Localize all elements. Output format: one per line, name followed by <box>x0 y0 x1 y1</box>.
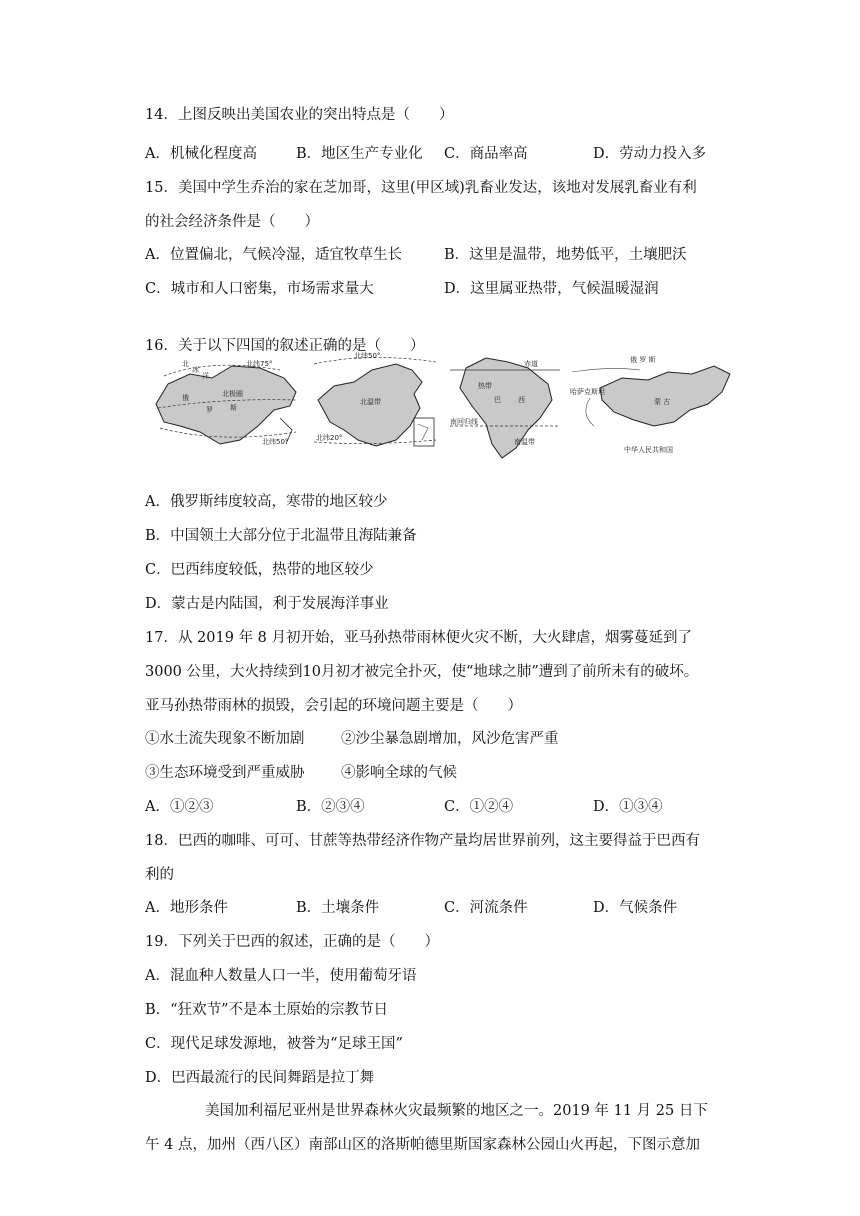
mongolia-label-china: 中华人民共和国 <box>624 446 673 454</box>
q15-stem-line2: 的社会经济条件是（ ） <box>145 214 319 230</box>
mongolia-label-kazakhstan: 哈萨克斯坦 <box>570 388 605 396</box>
russia-label-luo: 罗 <box>206 406 213 414</box>
q17-line2: 3000 公里，大火持续到10月初才被完全扑灭，使“地球之肺”遭到了前所未有的破坏。 <box>145 664 699 680</box>
russia-label-north: 北 <box>182 360 189 368</box>
brazil-label-equator: 赤道 <box>524 360 538 368</box>
brazil-label-xi: 西 <box>518 396 525 404</box>
q18-line1: 18．巴西的咖啡、可可、甘蔗等热带经济作物产量均居世界前列，这主要得益于巴西有 <box>145 833 700 849</box>
passage-line2: 午 4 点，加州（西八区）南部山区的洛斯帕德里斯国家森林公园山火再起，下图示意加 <box>145 1137 700 1153</box>
q16-option-a: A．俄罗斯纬度较高，寒带的地区较少 <box>145 494 388 510</box>
q14-option-b: B．地区生产专业化 <box>296 146 423 162</box>
q15-option-d: D．这里属亚热带，气候温暖湿润 <box>444 281 659 297</box>
q18-line2: 利的 <box>145 867 174 883</box>
q16-option-d: D．蒙古是内陆国，利于发展海洋事业 <box>145 596 389 612</box>
q15-option-c: C．城市和人口密集，市场需求量大 <box>145 281 374 297</box>
brazil-label-south-temperate: 南温带 <box>514 438 535 446</box>
q16-stem: 16．关于以下四国的叙述正确的是（ ） <box>145 338 425 354</box>
q17-line1: 17．从 2019 年 8 月初开始，亚马孙热带雨林便火灾不断，大火肆虐，烟雾蔓延到了 <box>145 630 693 646</box>
russia-label-si: 斯 <box>230 404 237 412</box>
q16-option-b: B．中国领土大部分位于北温带且海陆兼备 <box>145 528 417 544</box>
q14-option-d: D．劳动力投入多 <box>593 146 707 162</box>
q17-option-b: B．②③④ <box>296 799 365 815</box>
russia-label-arctic-circle: 北极圈 <box>222 390 243 398</box>
mongolia-label-mongolia: 蒙 古 <box>654 398 671 406</box>
q16-option-c: C．巴西纬度较低，热带的地区较少 <box>145 562 374 578</box>
brazil-label-tropical: 热带 <box>478 382 492 390</box>
q14-stem: 14．上图反映出美国农业的突出特点是（ ） <box>145 107 454 123</box>
q17-option-a: A．①②③ <box>145 799 214 815</box>
q15-option-b: B．这里是温带，地势低平，土壤肥沃 <box>444 247 687 263</box>
q19-option-d: D．巴西最流行的民间舞蹈是拉丁舞 <box>145 1070 375 1086</box>
q18-option-a: A．地形条件 <box>145 900 228 916</box>
q17-item-1: ①水土流失现象不断加剧 <box>145 731 305 747</box>
q18-option-b: B．土壤条件 <box>296 900 380 916</box>
brazil-label-tropic-capricorn: 南回归线 <box>450 418 478 426</box>
brazil-map <box>448 348 563 466</box>
q18-option-d: D．气候条件 <box>593 900 678 916</box>
russia-label-ocean: 洋 <box>202 372 209 380</box>
q19-stem: 19．下列关于巴西的叙述，正确的是（ ） <box>145 934 439 950</box>
china-label-lat50: 北纬50° <box>354 352 381 360</box>
q18-option-c: C．河流条件 <box>444 900 528 916</box>
q15-stem-line1: 15．美国中学生乔治的家在芝加哥，这里(甲区域)乳畜业发达，该地对发展乳畜业有利 <box>145 180 697 196</box>
russia-map <box>150 348 300 466</box>
mongolia-label-russia: 俄 罗 斯 <box>630 356 656 364</box>
q19-option-b: B．“狂欢节”不是本土原始的宗教节日 <box>145 1002 388 1018</box>
q17-item-2: ②沙尘暴急剧增加，风沙危害严重 <box>341 731 559 747</box>
q15-option-a: A．位置偏北，气候冷湿，适宜牧草生长 <box>145 247 402 263</box>
russia-label-e: 俄 <box>182 394 189 402</box>
mongolia-map <box>570 348 740 466</box>
q14-option-c: C．商品率高 <box>444 146 528 162</box>
brazil-label-ba: 巴 <box>494 396 501 404</box>
china-map <box>310 348 440 466</box>
russia-label-lat75: 北纬75° <box>246 360 273 368</box>
passage-line1: 美国加利福尼亚州是世界森林火灾最频繁的地区之一。2019 年 11 月 25 日下 <box>205 1103 708 1119</box>
russia-label-ice: 冰 <box>192 366 199 374</box>
q17-line3: 亚马孙热带雨林的损毁，会引起的环境问题主要是（ ） <box>145 698 522 714</box>
q17-option-c: C．①②④ <box>444 799 514 815</box>
q17-option-d: D．①③④ <box>593 799 663 815</box>
russia-label-lat50: 北纬50° <box>262 438 289 446</box>
q19-option-a: A．混血种人数量人口一半，使用葡萄牙语 <box>145 968 417 984</box>
q19-option-c: C．现代足球发源地，被誉为“足球王国” <box>145 1036 403 1052</box>
china-label-north-temperate: 北温带 <box>360 398 381 406</box>
china-label-lat20: 北纬20° <box>316 434 343 442</box>
q14-option-a: A．机械化程度高 <box>145 146 257 162</box>
q17-item-4: ④影响全球的气候 <box>341 765 457 781</box>
q17-item-3: ③生态环境受到严重威胁 <box>145 765 305 781</box>
four-country-maps <box>150 348 740 466</box>
